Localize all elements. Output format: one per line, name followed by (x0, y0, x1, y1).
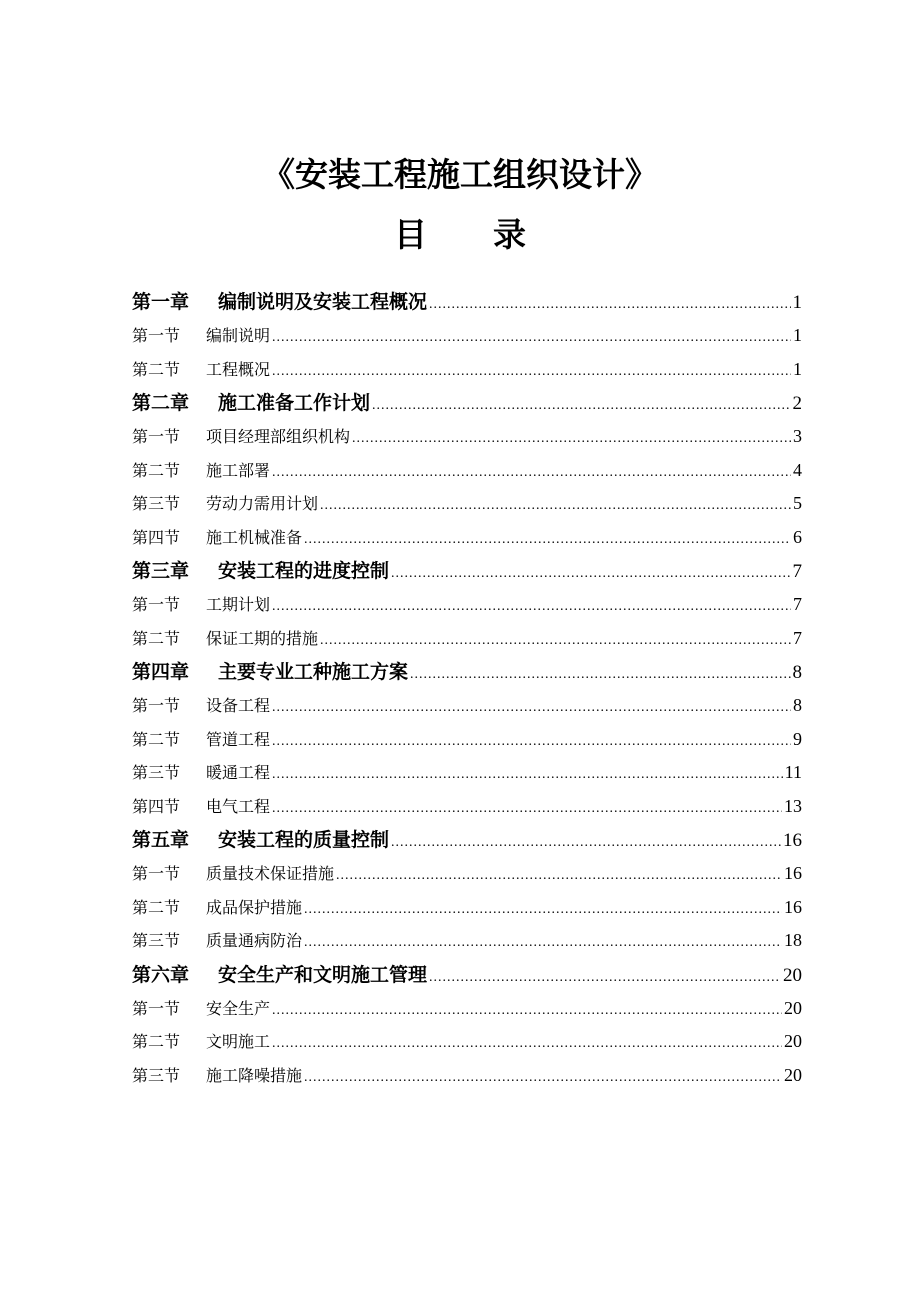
toc-entry-number: 第一节 (132, 595, 181, 614)
toc-section-entry[interactable] (132, 622, 802, 656)
toc-entry-page-number: 8 (792, 662, 802, 683)
toc-entry-title: 安装工程的进度控制 (218, 560, 390, 582)
toc-entry-number: 第二章 (132, 392, 190, 414)
toc-section-entry[interactable] (132, 353, 802, 387)
toc-entry-number: 第三节 (132, 1065, 181, 1085)
toc-dot-leader (320, 624, 791, 656)
toc-entry-title: 项目经理部组织机构 (206, 427, 351, 446)
toc-chapter-entry[interactable] (132, 285, 802, 319)
toc-section-entry[interactable] (132, 924, 802, 958)
toc-section-entry[interactable] (132, 992, 802, 1026)
toc-chapter-entry[interactable] (132, 823, 802, 857)
toc-dot-leader (272, 792, 782, 824)
toc-dot-leader (320, 489, 791, 521)
toc-entry-title: 编制说明及安装工程概况 (218, 291, 428, 313)
toc-entry-page-number: 3 (793, 426, 802, 446)
toc-chapter-entry[interactable] (132, 958, 802, 992)
toc-dot-leader (272, 590, 791, 622)
toc-dot-leader (272, 758, 783, 790)
toc-chapter-entry[interactable] (132, 554, 802, 588)
toc-chapter-entry[interactable] (132, 386, 802, 420)
toc-entry-page-number: 1 (793, 325, 802, 345)
toc-entry-page-number: 6 (793, 526, 802, 547)
toc-entry-number: 第四章 (132, 661, 190, 683)
toc-section-entry[interactable] (132, 790, 802, 824)
toc-entry-title: 劳动力需用计划 (206, 494, 319, 513)
toc-entry-page-number: 1 (793, 358, 802, 379)
toc-entry-number: 第四节 (132, 527, 181, 547)
toc-section-entry[interactable] (132, 454, 802, 488)
toc-entry-number: 第一节 (132, 864, 181, 883)
toc-entry-page-number: 16 (783, 830, 802, 851)
toc-entry-number: 第二节 (132, 359, 181, 379)
toc-dot-leader (272, 456, 791, 488)
toc-section-entry[interactable] (132, 420, 802, 454)
toc-entry-title: 成品保护措施 (206, 897, 303, 917)
toc-entry-number: 第六章 (132, 963, 190, 986)
toc-entry-number: 第三节 (132, 494, 181, 513)
toc-entry-title: 主要专业工种施工方案 (218, 661, 409, 683)
toc-dot-leader (272, 321, 791, 353)
toc-section-entry[interactable] (132, 319, 802, 353)
toc-entry-number: 第一节 (132, 326, 181, 345)
toc-entry-page-number: 20 (783, 964, 802, 986)
toc-entry-page-number: 20 (784, 997, 802, 1018)
toc-section-entry[interactable] (132, 1025, 802, 1059)
toc-dot-leader (304, 926, 782, 958)
toc-dot-leader (391, 557, 790, 588)
toc-heading-right: 录 (493, 215, 526, 254)
toc-entry-number: 第一节 (132, 427, 181, 446)
toc-entry-title: 质量技术保证措施 (206, 864, 335, 883)
toc-entry-page-number: 18 (784, 930, 802, 950)
table-of-contents (132, 285, 802, 1092)
toc-dot-leader (304, 893, 782, 925)
toc-chapter-entry[interactable] (132, 655, 802, 689)
toc-entry-title: 施工降噪措施 (206, 1065, 303, 1085)
toc-section-entry[interactable] (132, 756, 802, 790)
document-title: 《安装工程施工组织设计》 (262, 155, 658, 194)
toc-entry-page-number: 11 (784, 762, 802, 782)
toc-entry-number: 第三章 (132, 560, 190, 582)
toc-entry-page-number: 1 (792, 292, 802, 313)
toc-entry-number: 第五章 (132, 829, 190, 851)
toc-entry-title: 施工准备工作计划 (218, 392, 371, 414)
toc-entry-page-number: 4 (793, 459, 802, 480)
toc-section-entry[interactable] (132, 521, 802, 555)
toc-section-entry[interactable] (132, 487, 802, 521)
toc-entry-number: 第三节 (132, 931, 181, 950)
toc-entry-page-number: 5 (793, 493, 802, 513)
toc-entry-number: 第二节 (132, 460, 181, 480)
toc-entry-number: 第一节 (132, 998, 181, 1018)
toc-dot-leader (372, 389, 790, 420)
toc-dot-leader (429, 961, 781, 992)
toc-entry-page-number: 8 (793, 695, 802, 715)
toc-entry-page-number: 16 (784, 863, 802, 883)
toc-section-entry[interactable] (132, 857, 802, 891)
toc-entry-number: 第二节 (132, 628, 181, 648)
toc-entry-title: 安全生产和文明施工管理 (218, 963, 428, 986)
toc-entry-title: 工程概况 (206, 359, 271, 379)
toc-section-entry[interactable] (132, 588, 802, 622)
toc-entry-page-number: 20 (784, 1064, 802, 1085)
toc-entry-title: 保证工期的措施 (206, 628, 319, 648)
toc-section-entry[interactable] (132, 723, 802, 757)
toc-entry-title: 安装工程的质量控制 (218, 829, 390, 851)
toc-entry-number: 第二节 (132, 1032, 181, 1051)
toc-entry-page-number: 7 (793, 627, 802, 648)
toc-heading-left: 目 (394, 215, 427, 254)
toc-entry-page-number: 13 (784, 795, 802, 816)
toc-entry-page-number: 20 (784, 1031, 802, 1051)
toc-section-entry[interactable] (132, 891, 802, 925)
toc-entry-number: 第一章 (132, 291, 190, 313)
toc-entry-page-number: 7 (793, 594, 802, 614)
toc-dot-leader (429, 288, 790, 319)
toc-heading (0, 210, 920, 260)
toc-section-entry[interactable] (132, 689, 802, 723)
toc-dot-leader (272, 1027, 782, 1059)
toc-entry-title: 设备工程 (206, 696, 271, 715)
toc-entry-page-number: 2 (792, 393, 802, 414)
toc-section-entry[interactable] (132, 1059, 802, 1093)
toc-entry-title: 暖通工程 (206, 763, 271, 782)
toc-entry-page-number: 7 (792, 561, 802, 582)
toc-dot-leader (304, 523, 791, 555)
toc-entry-number: 第三节 (132, 763, 181, 782)
toc-entry-title: 施工机械准备 (206, 527, 303, 547)
toc-entry-title: 质量通病防治 (206, 931, 303, 950)
toc-entry-title: 施工部署 (206, 460, 271, 480)
toc-entry-title: 管道工程 (206, 729, 271, 749)
toc-dot-leader (272, 994, 782, 1026)
toc-entry-number: 第四节 (132, 796, 181, 816)
toc-entry-title: 工期计划 (206, 595, 271, 614)
toc-entry-number: 第二节 (132, 897, 181, 917)
toc-entry-page-number: 9 (793, 728, 802, 749)
toc-entry-title: 安全生产 (206, 998, 271, 1018)
toc-entry-number: 第二节 (132, 729, 181, 749)
toc-dot-leader (304, 1061, 782, 1093)
toc-entry-title: 编制说明 (206, 326, 271, 345)
toc-dot-leader (272, 725, 791, 757)
toc-entry-number: 第一节 (132, 696, 181, 715)
toc-dot-leader (391, 826, 781, 857)
toc-entry-title: 文明施工 (206, 1032, 271, 1051)
toc-entry-title: 电气工程 (206, 796, 271, 816)
toc-entry-page-number: 16 (784, 896, 802, 917)
toc-dot-leader (410, 658, 790, 689)
toc-dot-leader (336, 859, 782, 891)
toc-dot-leader (272, 355, 791, 387)
toc-dot-leader (352, 422, 791, 454)
toc-dot-leader (272, 691, 791, 723)
